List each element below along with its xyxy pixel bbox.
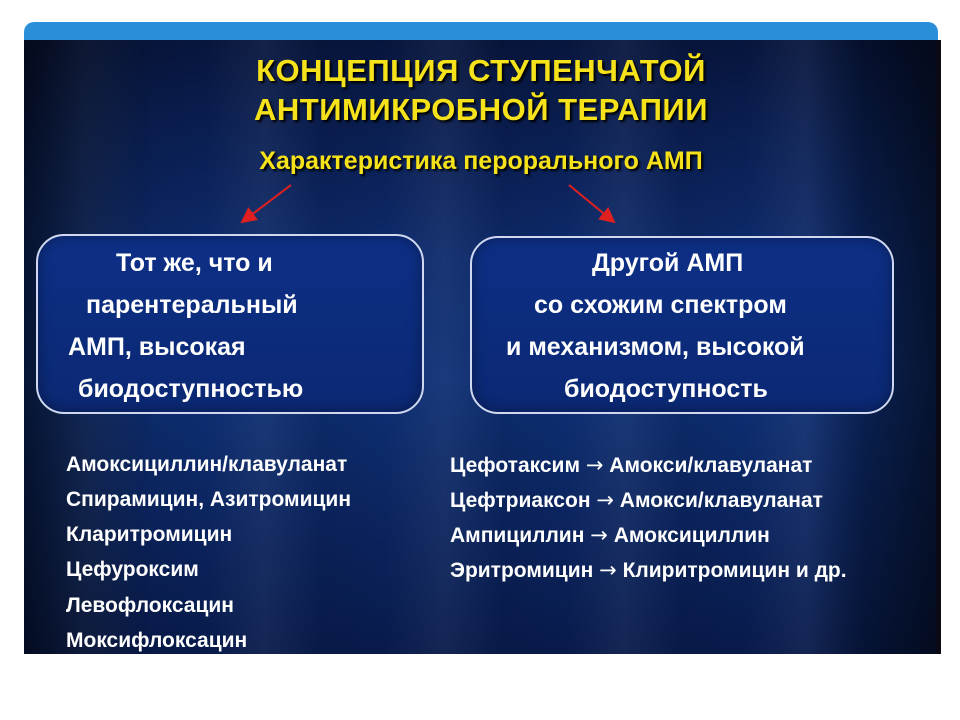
left-list-item: Спирамицин, Азитромицин — [66, 488, 352, 511]
slide-subtitle: Характеристика перорального АМП — [259, 147, 703, 175]
switch-arrow-icon: → — [596, 488, 614, 512]
drug-from: Цефотаксим — [450, 454, 580, 477]
drug-to: Амокси/клавуланат — [619, 489, 823, 512]
slide-title-line-1: КОНЦЕПЦИЯ СТУПЕНЧАТОЙ — [256, 53, 706, 88]
switch-arrow-icon: → — [585, 453, 604, 477]
right-list-item — [450, 487, 823, 514]
left-list-item: Амоксициллин/клавуланат — [66, 453, 348, 476]
top-accent-bar — [24, 22, 938, 40]
right-list-item — [450, 557, 847, 584]
drug-to: Клиритромицин и др. — [622, 559, 847, 582]
drug-from: Эритромицин — [450, 559, 594, 582]
arrow-to-left-box — [242, 185, 291, 222]
slide — [24, 40, 938, 654]
left-list-item: Кларитромицин — [66, 523, 233, 546]
switch-arrow-icon: → — [599, 558, 617, 582]
right-box-line-2: со схожим спектром — [534, 291, 787, 319]
left-list-item: Цефуроксим — [66, 558, 199, 581]
right-box-line-3: и механизмом, высокой — [506, 333, 805, 361]
drug-to: Амоксициллин — [613, 524, 770, 547]
left-box-line-2: парентеральный — [86, 291, 298, 319]
right-box-line-1: Другой АМП — [592, 249, 744, 277]
switch-arrow-icon: → — [590, 523, 608, 547]
left-box-line-3: АМП, высокая — [68, 333, 246, 361]
slide-title-line-2: АНТИМИКРОБНОЙ ТЕРАПИИ — [254, 92, 708, 127]
right-box-line-4: биодоступность — [564, 375, 768, 403]
left-box-line-1: Тот же, что и — [116, 249, 273, 277]
right-list-item — [450, 452, 812, 479]
left-list-item: Моксифлоксацин — [66, 629, 248, 652]
slide-right-edge — [936, 40, 941, 654]
arrow-to-right-box — [569, 185, 614, 222]
right-list-item — [450, 522, 770, 549]
drug-from: Ампициллин — [450, 524, 585, 547]
drug-to: Амокси/клавуланат — [609, 454, 813, 477]
left-list-item: Левофлоксацин — [66, 594, 234, 617]
drug-from: Цефтриаксон — [450, 489, 591, 512]
left-box-line-4: биодоступностью — [78, 375, 304, 403]
